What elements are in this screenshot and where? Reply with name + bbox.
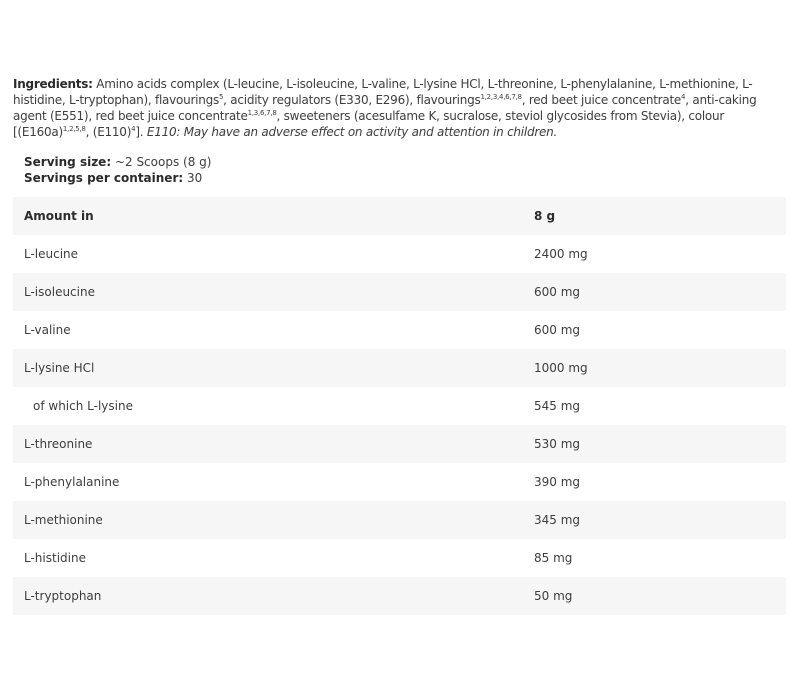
- nutrient-amount: 545 mg: [534, 399, 581, 413]
- footnote-ref: 1,2,5,8: [62, 125, 86, 133]
- serving-size-label: Serving size:: [24, 155, 112, 169]
- nutrient-name: L-lysine HCl: [24, 361, 95, 375]
- serving-size-line: [24, 154, 211, 170]
- nutrient-amount: 2400 mg: [534, 247, 588, 261]
- nutrient-amount: 1000 mg: [534, 361, 588, 375]
- table-row: [13, 501, 786, 539]
- nutrient-name: L-isoleucine: [24, 285, 95, 299]
- servings-per-container-label: Servings per container:: [24, 171, 184, 185]
- table-row: [13, 463, 786, 501]
- nutrient-amount: 390 mg: [534, 475, 581, 489]
- serving-info: [24, 154, 211, 186]
- table-row: [13, 539, 786, 577]
- table-row: [13, 349, 786, 387]
- servings-per-container-value: 30: [183, 171, 203, 185]
- ingredients-text: , sweeteners (acesulfame K, sucralose, steviol glycosides from Stevia), colour [(E160a): [13, 109, 725, 139]
- footnote-ref: 1,3,6,7,8: [247, 109, 277, 117]
- ingredients-paragraph: [13, 76, 783, 140]
- footnote-ref: 1,2,3,4,6,7,8: [480, 93, 522, 101]
- nutrient-name: L-phenylalanine: [24, 475, 120, 489]
- footnote-ref: 5: [218, 93, 224, 101]
- nutrient-amount: 85 mg: [534, 551, 573, 565]
- table-row: [13, 387, 786, 425]
- ingredients-text: Amino acids complex (L-leucine, L-isoleucine, L-valine, L-lysine HCl, L-threonine, L-phenylalanine, L-methionine, L-histidine, L-tryptophan), flavourings: [13, 77, 753, 107]
- table-row: [13, 311, 786, 349]
- nutrient-amount: 530 mg: [534, 437, 581, 451]
- ingredients-text: , acidity regulators (E330, E296), flavourings: [223, 93, 481, 107]
- ingredients-text: ].: [135, 125, 147, 139]
- nutrient-amount: 600 mg: [534, 323, 581, 337]
- header-serving-amount: 8 g: [534, 209, 556, 223]
- ingredients-label: Ingredients:: [13, 77, 93, 91]
- ingredients-text: , (E110): [85, 125, 132, 139]
- table-row: [13, 425, 786, 463]
- table-row: [13, 273, 786, 311]
- nutrient-name: L-tryptophan: [24, 589, 102, 603]
- serving-size-value: ~2 Scoops (8 g): [111, 155, 212, 169]
- ingredients-text: , red beet juice concentrate: [521, 93, 682, 107]
- nutrient-name: L-threonine: [24, 437, 93, 451]
- ingredients-text: , anti-caking agent (E551), red beet juice concentrate: [13, 93, 757, 123]
- nutrient-name: of which L-lysine: [33, 399, 133, 413]
- table-row: [13, 235, 786, 273]
- servings-per-container-line: [24, 170, 211, 186]
- nutrition-table: [13, 197, 786, 615]
- footnote-ref: 4: [681, 93, 686, 101]
- nutrient-amount: 345 mg: [534, 513, 581, 527]
- nutrient-amount: 600 mg: [534, 285, 581, 299]
- nutrient-name: L-methionine: [24, 513, 103, 527]
- nutrient-name: L-valine: [24, 323, 71, 337]
- nutrient-name: L-histidine: [24, 551, 86, 565]
- nutrient-amount: 50 mg: [534, 589, 573, 603]
- nutrient-name: L-leucine: [24, 247, 79, 261]
- footnote-ref: 4: [131, 125, 136, 133]
- table-header-row: [13, 197, 786, 235]
- table-row: [13, 577, 786, 615]
- e110-warning: E110: May have an adverse effect on activity and attention in children.: [146, 125, 558, 139]
- header-amount-in: Amount in: [24, 209, 94, 223]
